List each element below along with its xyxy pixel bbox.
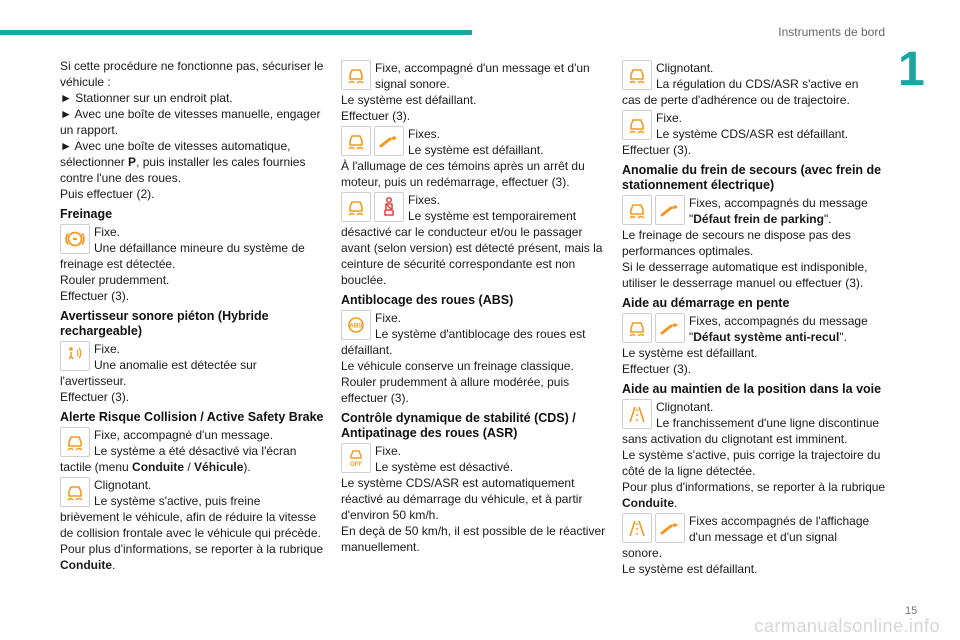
paragraph: Si cette procédure ne fonctionne pas, sécuriser le véhicule : [60,59,324,89]
service-wrench-icon [655,513,685,543]
column-middle: Fixe, accompagné d'un message et d'un signal sonore. Le système est défaillant. Effectuer (3). Fixes. Le système est défaillant. À l'allumage de ces témoins après un arrêt du moteur, puis un redémarrage, effectuer (3). Fixes. Le système est temporairement désactivé car le conducteur et/ou le passager avant (selon version) est détecté présent, mais la ceinture de sécurité correspondante est non bouclée. Antiblocage des roues (ABS) ABS Fixe. Le système d'antiblocage des roues est défaillant. Le véhicule conserve un freinage classique. Rouler prudemment à allure modérée, puis effectuer (3). Contrôle dynamique de stabilité (CDS) / Antipatinage des roues (ASR) OFF Fixe. Le système est désactivé. Le système CDS/ASR est automatiquement réactivé au démarrage du véhicule, et à partir d'environ 50 km/h. En deçà de 50 km/h, il est possible de le réactiver manuellement. [341,58,611,555]
collision-alert-icon [60,427,90,457]
collision-alert-icon [341,192,371,222]
column-right: Clignotant. La régulation du CDS/ASR s'active en cas de perte d'adhérence ou de trajectoire. Fixe. Le système CDS/ASR est défaillant. Effectuer (3). Anomalie du frein de secours (avec frein de stationnement électrique) Fixes, accompagnés du message "Défaut frein de parking". Le freinage de secours ne dispose pas des performances optimales. Si le desserrage automatique est indisponible, utiliser le desserrage manuel ou effectuer (3). Aide au démarrage en pente Fixes, accompagnés du message "Défaut système anti-recul". Le système est défaillant. Effectuer (3). Aide au maintien de la position dans la voie Clignotant. Le franchissement d'une ligne discontinue sans activation du clignotant est imminent. Le système s'active, puis corrige la trajectoire du côté de la ligne détectée. Pour plus d'informations, se reporter à la rubrique Conduite. Fixes accompagnés de l'affichage d'un message et d'un signal sonore. Le système est défaillant. [622,58,892,577]
section-heading: Antiblocage des roues (ABS) [341,293,514,307]
service-wrench-icon [374,126,404,156]
paragraph: ► Avec une boîte de vitesses manuelle, engager un rapport. [60,107,321,137]
seatbelt-icon [374,192,404,222]
lane-keeping-icon [622,513,652,543]
svg-text:OFF: OFF [350,462,362,468]
page-header-title: Instruments de bord [778,25,885,39]
abs-icon [341,310,371,340]
header-accent-bar [0,30,472,35]
indicator-row: Fixes. Le système est défaillant. [341,126,611,158]
paragraph: ► Avec une boîte de vitesses automatique, sélectionner P, puis installer les cales fournies contre l'une des roues. [60,139,306,185]
indicator-row: Fixe. Le système CDS/ASR est défaillant. [622,110,892,142]
section-heading: Avertisseur sonore piéton (Hybride rechargeable) [60,309,269,338]
indicator-row: Fixes. Le système est temporairement [341,192,611,224]
paragraph: Puis effectuer (2). [60,187,155,201]
svg-text:ABS: ABS [349,322,363,330]
column-left: Si cette procédure ne fonctionne pas, sécuriser le véhicule : ► Stationner sur un endroit plat. ► Avec une boîte de vitesses manuelle, engager un rapport. ► Avec une boîte de vitesses automatique, sélectionner P, puis installer les cales fournies contre l'une des roues. Puis effectuer (2). Freinage Fixe. Une défaillance mineure du système de freinage est détectée. Rouler prudemment. Effectuer (3). Avertisseur sonore piéton (Hybride rechargeable) Fixe. Une anomalie est détectée sur l'avertisseur. Effectuer (3). Alerte Risque Collision / Active Safety Brake Fixe, accompagné d'un message. Le système a été désactivé via l'écran tactile (menu Conduite / Véhicule). Clignotant. Le système s'active, puis freine brièvement le véhicule, afin de réduire la vitesse de collision frontale avec le véhicule qui précède. Pour plus d'informations, se reporter à la rubrique Conduite. [60,58,330,573]
indicator-row: Clignotant. La régulation du CDS/ASR s'active en [622,60,892,92]
stability-icon [622,60,652,90]
service-wrench-icon [655,313,685,343]
stability-off-icon [341,443,371,473]
indicator-row: Fixe. Une anomalie est détectée sur [60,341,330,373]
lane-keeping-icon [622,399,652,429]
indicator-row: Clignotant. Le système s'active, puis freine [60,477,330,509]
watermark: carmanualsonline.info [754,616,940,636]
indicator-row: Fixe, accompagné d'un message. Le système a été désactivé via l'écran [60,427,330,459]
stability-icon [622,110,652,140]
brake-warning-icon [60,224,90,254]
section-heading: Anomalie du frein de secours (avec frein de stationnement électrique) [622,163,882,192]
chapter-number: 1 [898,43,925,96]
page-number: 15 [905,605,918,617]
collision-alert-icon [341,60,371,90]
section-heading: Aide au démarrage en pente [622,296,790,310]
collision-alert-icon [60,477,90,507]
indicator-row: Fixes, accompagnés du message "Défaut système anti-recul". [622,313,892,345]
section-heading: Freinage [60,207,113,221]
section-heading: Aide au maintien de la position dans la voie [622,382,882,396]
indicator-row: Clignotant. Le franchissement d'une ligne discontinue [622,399,892,431]
indicator-row: OFF Fixe. Le système est désactivé. [341,443,611,475]
paragraph: ► Stationner sur un endroit plat. [60,91,233,105]
collision-alert-icon [341,126,371,156]
indicator-row: ABS Fixe. Le système d'antiblocage des roues est [341,310,611,342]
indicator-row: Fixe, accompagné d'un message et d'un signal sonore. [341,60,611,92]
indicator-row: Fixes, accompagnés du message "Défaut frein de parking". [622,195,892,227]
indicator-row: Fixes accompagnés de l'affichage d'un message et d'un signal [622,513,892,545]
stability-icon [622,195,652,225]
service-wrench-icon [655,195,685,225]
section-heading: Alerte Risque Collision / Active Safety Brake [60,410,324,424]
section-heading: Contrôle dynamique de stabilité (CDS) / Antipatinage des roues (ASR) [341,411,576,440]
stability-icon [622,313,652,343]
pedestrian-sound-off-icon [60,341,90,371]
indicator-row: Fixe. Une défaillance mineure du système de [60,224,330,256]
